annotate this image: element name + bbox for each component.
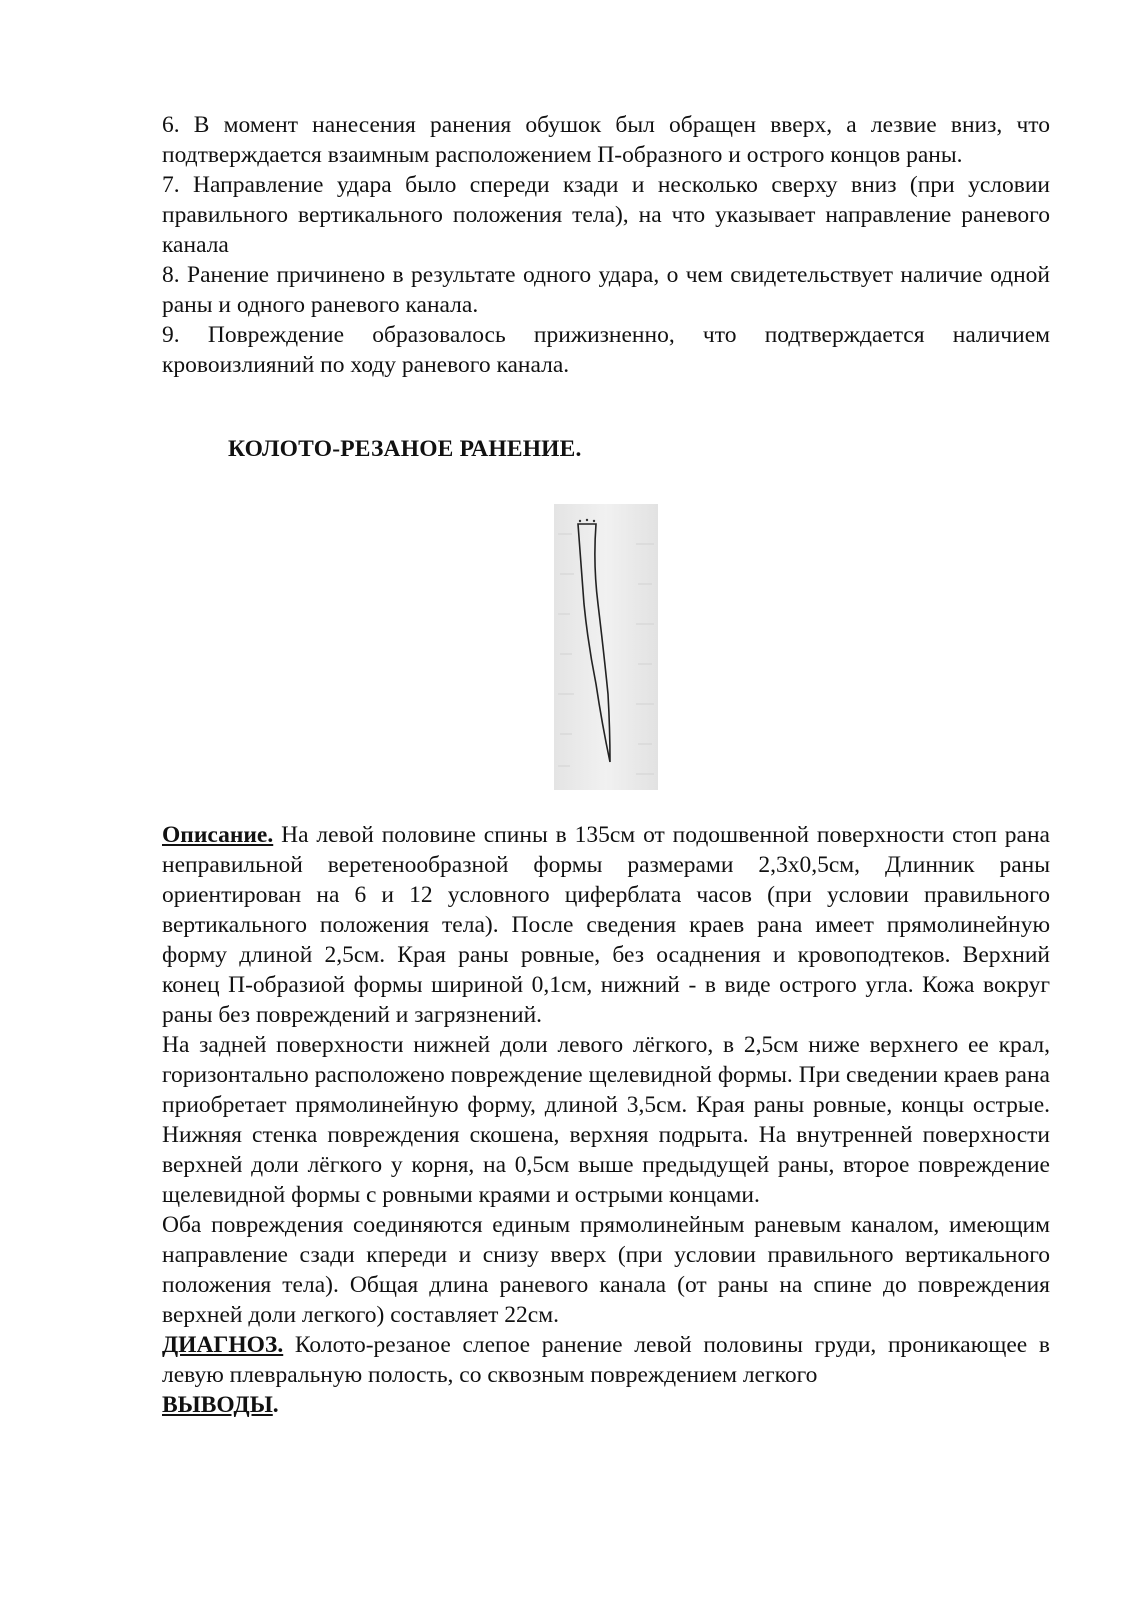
finding-8: 8. Ранение причинено в результате одного удара, о чем свидетельствует наличие одной раны и одного раневого канала. [162,262,1050,318]
description-text: На левой половине спины в 135см от подошвенной поверхности стоп рана неправильной веретенообразной формы размерами 2,3х0,5см, Длинник раны ориентирован на 6 и 12 условного циферблата часов (при условии правильного вертикального положения тела). После сведения краев рана имеет прямолинейную форму длиной 2,5см. Края раны ровные, без осаднения и кровоподтеков. Верхний конец П-образиой формы шириной 0,1см, нижний - в виде острого угла. Кожа вокруг раны без повреждений и загрязнений. [162,822,1050,1028]
conclusions-paragraph [162,1390,1050,1420]
wound-sketch-figure [554,504,658,790]
description-label: Описание. [162,822,274,848]
finding-7: 7. Направление удара было спереди кзади и несколько сверху вниз (при условии правильного вертикального положения тела), на что указывает направление раневого канала [162,172,1050,258]
findings-list [162,110,1050,380]
diagnosis-text: Колото-резаное слепое ранение левой половины груди, проникающее в левую плевральную полость, со сквозным повреждением легкого [162,1332,1050,1388]
diagnosis-paragraph [162,1330,1050,1390]
lung-paragraph: На задней поверхности нижней доли левого лёгкого, в 2,5см ниже верхнего ее крал, горизонтально расположено повреждение щелевидной формы. При сведении краев рана приобретает прямолинейную форму, длиной 3,5см. Края раны ровные, концы острые. Нижняя стенка повреждения скошена, верхняя подрыта. На внутренней поверхности верхней доли лёгкого у корня, на 0,5см выше предыдущей раны, второе повреждение щелевидной формы с ровными краями и острыми концами. [162,1032,1050,1208]
conclusions-label: ВЫВОДЫ [162,1392,273,1418]
wound-description [162,820,1050,1420]
description-paragraph [162,820,1050,1030]
conclusions-dot: . [272,1392,279,1418]
channel-paragraph: Оба повреждения соединяются единым прямолинейным раневым каналом, имеющим направление сзади кпереди и снизу вверх (при условии правильного вертикального положения тела). Общая длина раневого канала (от раны на спине до повреждения верхней доли легкого) составляет 22см. [162,1212,1050,1328]
finding-6: 6. В момент нанесения ранения обушок был обращен вверх, а лезвие вниз, что подтверждается взаимным расположением П-образного и острого концов раны. [162,112,1050,168]
wound-sketch-icon [554,504,658,790]
finding-9: 9. Повреждение образовалось прижизненно, что подтверждается наличием кровоизлияний по ходу раневого канала. [162,322,1050,378]
section-heading: КОЛОТО-РЕЗАНОЕ РАНЕНИЕ. [228,436,582,462]
diagnosis-label: ДИАГНОЗ. [162,1332,284,1358]
